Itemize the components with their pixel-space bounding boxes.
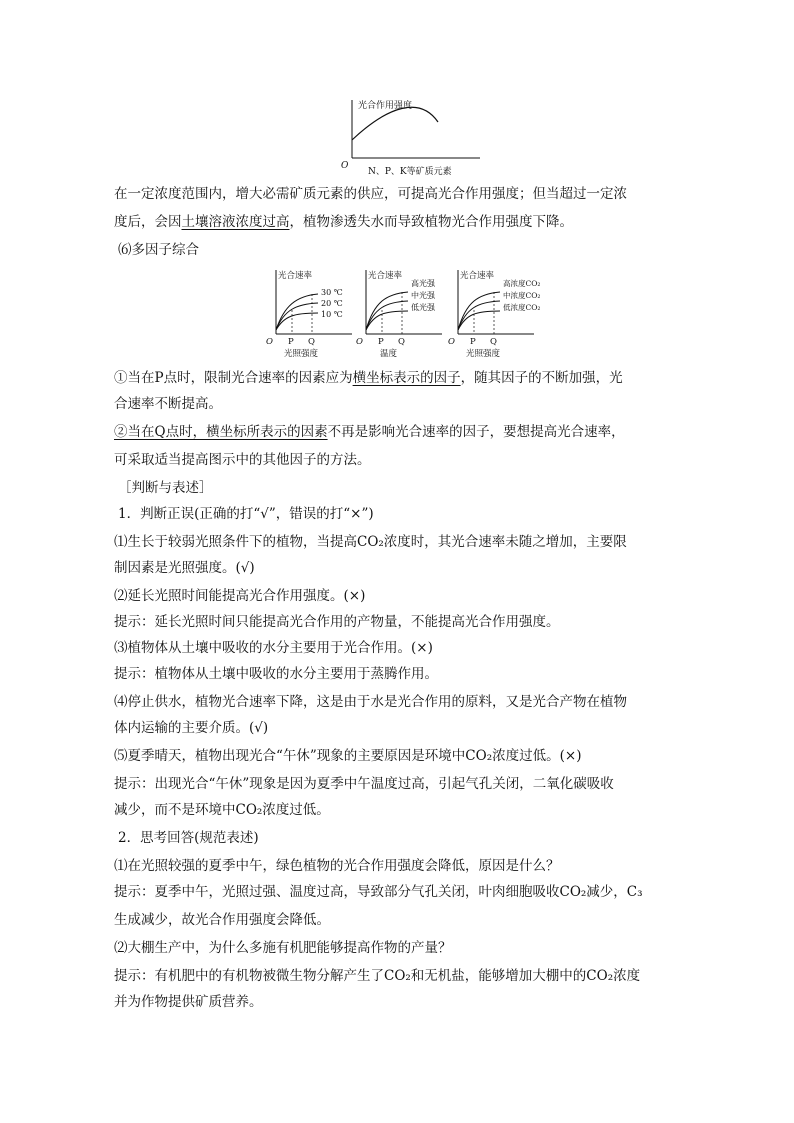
q2-title: 2．思考回答(规范表述) xyxy=(118,830,259,846)
q2-hint-1a: 提示：夏季中午，光照过强、温度过高，导致部分气孔关闭，叶肉细胞吸收CO₂减少，C₃ xyxy=(114,884,643,900)
p3-x-label: 光照强度 xyxy=(466,349,501,358)
p3-y-label: 光合速率 xyxy=(460,271,495,281)
q1-item-5: ⑸夏季晴天，植物出现光合“午休”现象的主要原因是环境中CO₂浓度过低。(×) xyxy=(114,748,582,764)
p2-curve-low: 低光强 xyxy=(411,303,435,312)
q1-hint-2: 提示：延长光照时间只能提高光合作用的产物量，不能提高光合作用强度。 xyxy=(114,614,560,630)
q2-item-2: ⑵大棚生产中，为什么多施有机肥能够提高作物的产量？ xyxy=(114,940,452,956)
panel-light-temperature xyxy=(266,270,352,358)
q1-hint-5a: 提示：出现光合“午休”现象是因为夏季中午温度过高，引起气孔关闭，二氧化碳吸收 xyxy=(114,776,614,792)
q2-hint-2a: 提示：有机肥中的有机物被微生物分解产生了CO₂和无机盐，能够增加大棚中的CO₂浓度 xyxy=(114,968,641,984)
p2-x-label: 温度 xyxy=(380,349,398,358)
q1-item-1a: ⑴生长于较弱光照条件下的植物，当提高CO₂浓度时，其光合速率未随之增加，主要限 xyxy=(114,534,627,550)
p3-curve-mid: 中浓度CO₂ xyxy=(503,291,541,300)
q1-hint-3: 提示：植物体从土壤中吸收的水分主要用于蒸腾作用。 xyxy=(114,666,438,682)
q1-item-4b: 体内运输的主要介质。(√) xyxy=(114,720,269,736)
p1-origin: O xyxy=(266,337,273,347)
p1-q: Q xyxy=(308,337,315,347)
q1-item-2: ⑵延长光照时间能提高光合作用强度。(×) xyxy=(114,588,366,604)
fig1-x-label: N、P、K等矿质元素 xyxy=(368,167,452,177)
p1-y-label: 光合速率 xyxy=(278,271,313,281)
q2-item-1: ⑴在光照较强的夏季中午，绿色植物的光合作用强度会降低，原因是什么？ xyxy=(114,858,560,874)
p1-curve-10: 10 ℃ xyxy=(321,310,343,319)
p1-x-label: 光照强度 xyxy=(284,349,319,358)
p2-curve-high: 高光强 xyxy=(411,279,435,288)
p3-q: Q xyxy=(490,337,497,347)
q1-item-4a: ⑷停止供水，植物光合速率下降，这是由于水是光合作用的原料，又是光合产物在植物 xyxy=(114,694,627,710)
fig1-y-label: 光合作用强度 xyxy=(358,101,413,111)
p1-p: P xyxy=(288,337,294,347)
q2-hint-1b: 生成减少，故光合作用强度会降低。 xyxy=(114,912,330,928)
q1-item-3: ⑶植物体从土壤中吸收的水分主要用于光合作用。(×) xyxy=(114,640,433,656)
panel-temperature-light xyxy=(356,270,442,358)
mineral-element-graph xyxy=(338,96,488,178)
p1-curve-30: 30 ℃ xyxy=(321,288,343,297)
point-2-line-2: 可采取适当提高图示中的其他因子的方法。 xyxy=(114,452,371,468)
multi-factor-graphs xyxy=(262,266,562,358)
p2-q: Q xyxy=(398,337,405,347)
point-1-line-1: ①当在P点时，限制光合速率的因素应为横坐标表示的因子，随其因子的不断加强，光 xyxy=(114,370,623,386)
fig1-origin: O xyxy=(341,161,349,171)
q1-item-1b: 制因素是光照强度。(√) xyxy=(114,560,255,576)
p1-curve-20: 20 ℃ xyxy=(321,299,343,308)
q1-hint-5b: 减少，而不是环境中CO₂浓度过低。 xyxy=(114,802,330,818)
heading-multi-factor: ⑹多因子综合 xyxy=(118,242,199,258)
panel-light-co2 xyxy=(448,270,540,358)
p3-p: P xyxy=(470,337,476,347)
p3-origin: O xyxy=(448,337,455,347)
p2-y-label: 光合速率 xyxy=(368,271,403,281)
p3-curve-high: 高浓度CO₂ xyxy=(503,279,541,288)
para-1-line-2: 度后，会因土壤溶液浓度过高，植物渗透失水而导致植物光合作用强度下降。 xyxy=(114,214,573,230)
para-1-line-1: 在一定浓度范围内，增大必需矿质元素的供应，可提高光合作用强度；但当超过一定浓 xyxy=(114,186,627,202)
q2-hint-2b: 并为作物提供矿质营养。 xyxy=(114,994,263,1010)
q1-title: 1．判断正误(正确的打“√”，错误的打“×”) xyxy=(118,506,374,522)
point-1-line-2: 合速率不断提高。 xyxy=(114,396,222,412)
p2-p: P xyxy=(378,337,384,347)
p3-curve-low: 低浓度CO₂ xyxy=(503,303,541,312)
point-2-line-1: ②当在Q点时，横坐标所表示的因素不再是影响光合速率的因子，要想提高光合速率， xyxy=(114,424,625,440)
p2-curve-mid: 中光强 xyxy=(411,291,435,300)
judge-header: ［判断与表述］ xyxy=(118,480,213,496)
p2-origin: O xyxy=(356,337,363,347)
